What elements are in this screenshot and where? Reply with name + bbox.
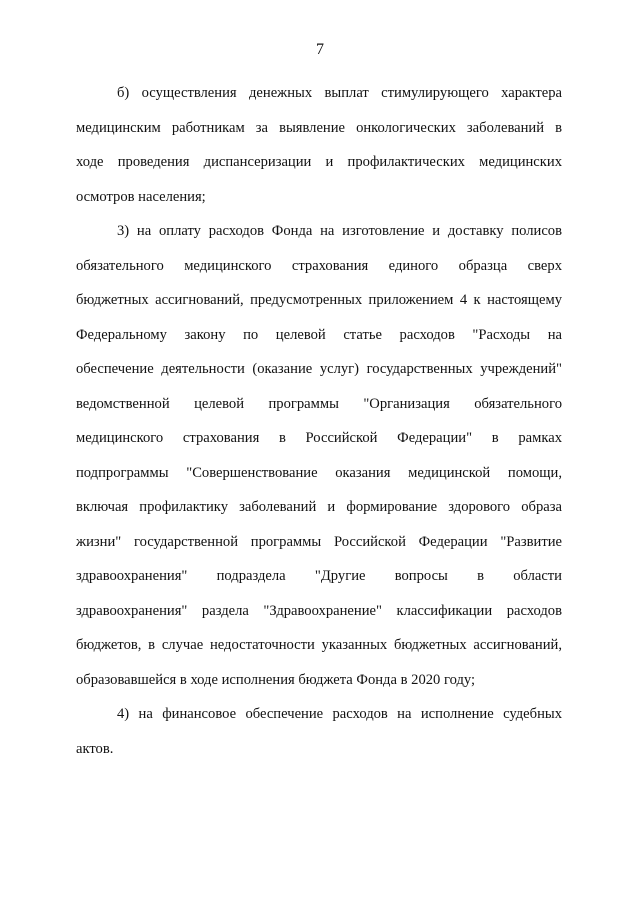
text-line: Федеральному закону по целевой статье расходов "Расходы на <box>76 326 562 343</box>
text-line: 3) на оплату расходов Фонда на изготовление и доставку полисов <box>117 223 562 239</box>
text-line: 4) на финансовое обеспечение расходов на исполнение судебных <box>117 706 562 722</box>
text-line: ходе проведения диспансеризации и профилактических медицинских <box>76 154 562 170</box>
text-line: здравоохранения" раздела "Здравоохранение" классификации расходов <box>76 602 562 619</box>
text-line: осмотров населения; <box>76 188 206 205</box>
text-line: бюджетов, в случае недостаточности указанных бюджетных ассигнований, <box>76 637 562 653</box>
document-body <box>76 76 562 766</box>
text-line: обязательного медицинского страхования единого образца сверх <box>76 257 562 274</box>
text-line: обеспечение деятельности (оказание услуг) государственных учреждений" <box>76 361 562 377</box>
text-line: б) осуществления денежных выплат стимулирующего характера <box>117 85 562 101</box>
text-line: бюджетных ассигнований, предусмотренных приложением 4 к настоящему <box>76 292 562 308</box>
text-line: подпрограммы "Совершенствование оказания медицинской помощи, <box>76 464 562 481</box>
paragraph-3 <box>76 214 562 697</box>
text-line: актов. <box>76 740 114 757</box>
text-line: здравоохранения" подраздела "Другие вопросы в области <box>76 568 562 584</box>
text-line: включая профилактику заболеваний и формирование здорового образа <box>76 499 562 515</box>
text-line: ведомственной целевой программы "Организация обязательного <box>76 395 562 412</box>
text-line: жизни" государственной программы Российской Федерации "Развитие <box>76 533 562 550</box>
text-line: медицинского страхования в Российской Федерации" в рамках <box>76 430 562 446</box>
text-line: образовавшейся в ходе исполнения бюджета Фонда в 2020 году; <box>76 671 476 688</box>
paragraph-b <box>76 76 562 214</box>
paragraph-4 <box>76 697 562 766</box>
page-number: 7 <box>316 41 324 58</box>
text-line: медицинским работникам за выявление онкологических заболеваний в <box>76 119 562 136</box>
